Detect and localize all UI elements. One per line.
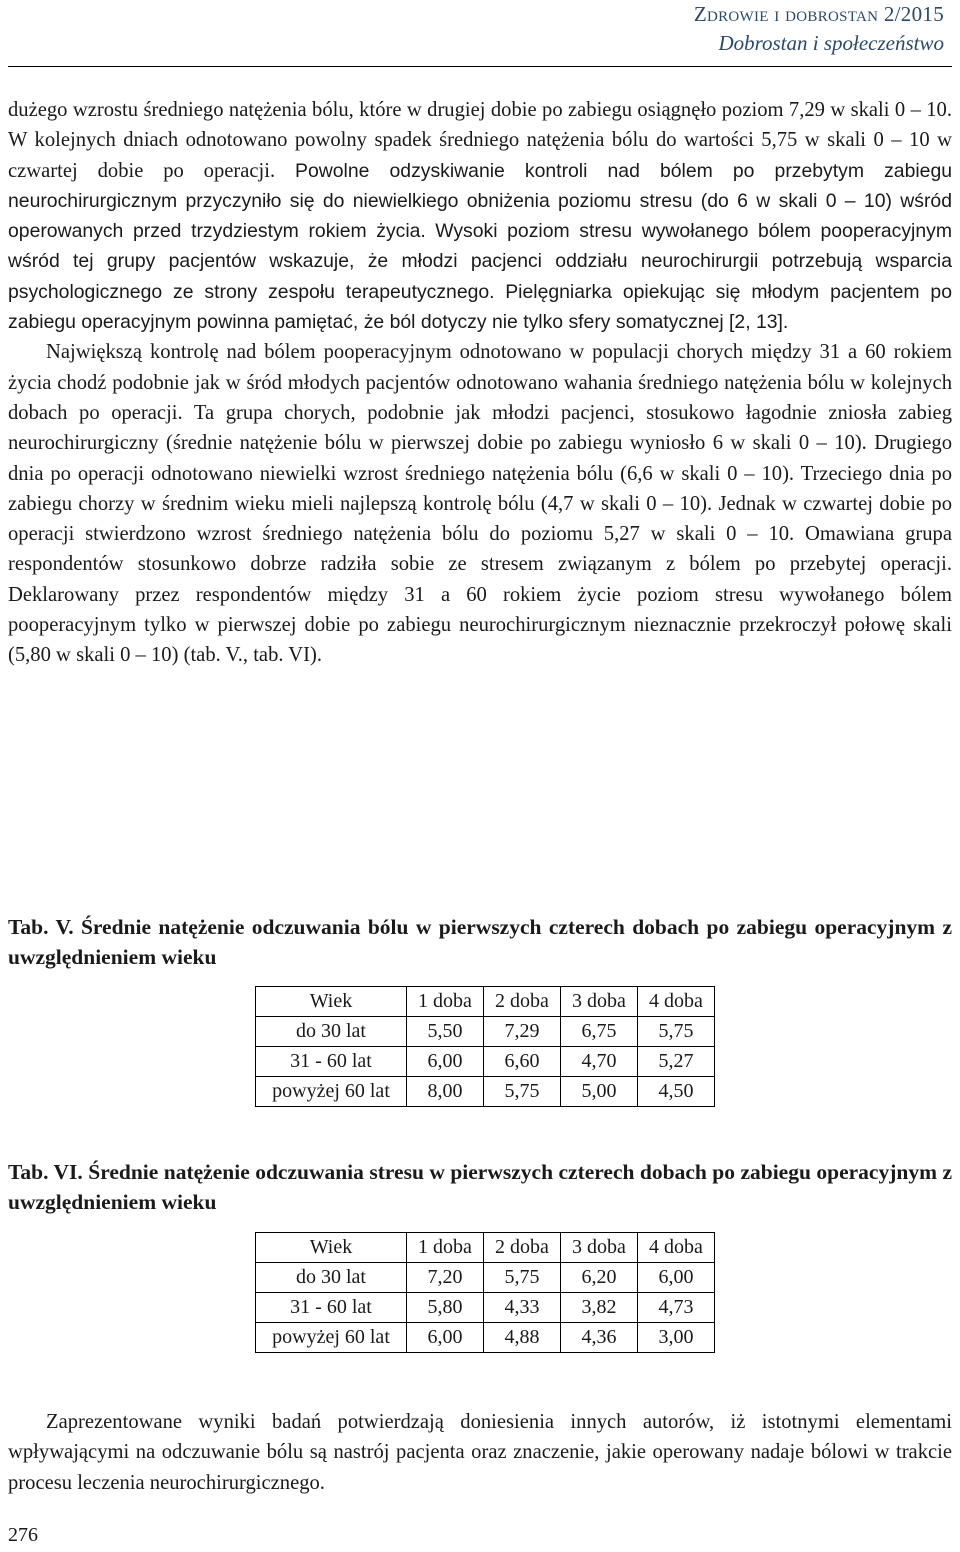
table-6-caption: Tab. VI. Średnie natężenie odczuwania stresu w pierwszych czterech dobach po zabiegu operacyjnym z uwzględnieniem wieku <box>8 1160 952 1214</box>
table-row <box>256 1017 715 1047</box>
table-cell: 7,20 <box>407 1263 484 1293</box>
table-cell: 7,29 <box>484 1017 561 1047</box>
table-cell: 5,27 <box>638 1047 715 1077</box>
table-cell: 5,80 <box>407 1293 484 1323</box>
table-cell: 6,00 <box>407 1047 484 1077</box>
table-header-cell: Wiek <box>256 1233 407 1263</box>
table-cell: 4,73 <box>638 1293 715 1323</box>
table-cell: 6,60 <box>484 1047 561 1077</box>
paragraph-1-part-b: Powolne odzyskiwanie kontroli nad bólem po przebytym zabiegu neurochirurgicznym przyczyniło się do niewielkiego obniżenia poziomu stresu (do 6 w skali 0 – 10) wśród operowanych przed trzydziestym rokiem życia. <box>8 159 953 243</box>
page-number: 276 <box>8 1524 38 1546</box>
table-cell: 3,00 <box>638 1323 715 1353</box>
table-header-cell: 2 doba <box>484 987 561 1017</box>
table-header-cell: 1 doba <box>407 987 484 1017</box>
table-cell: 31 - 60 lat <box>256 1293 407 1323</box>
table-5-caption: Tab. V. Średnie natężenie odczuwania bólu w pierwszych czterech dobach po zabiegu operacyjnym z uwzględnieniem wieku <box>8 915 952 969</box>
paragraph-1-part-c: Wysoki poziom stresu wywołanego bólem pooperacyjnym wśród tej grupy pacjentów wskazuje, że młodzi pacjenci oddziału neurochirurgii potrzebują wsparcia psychologicznego ze strony zespołu terapeutycznego. <box>8 220 952 303</box>
table-row <box>256 1263 715 1293</box>
table-header-cell: 4 doba <box>638 1233 715 1263</box>
table-cell: 5,50 <box>407 1017 484 1047</box>
journal-title: Zdrowie i dobrostan 2/2015 <box>693 2 944 26</box>
running-header <box>694 0 944 58</box>
table-cell: 5,75 <box>484 1263 561 1293</box>
table-cell: 3,82 <box>561 1293 638 1323</box>
table-header-row <box>256 1233 715 1263</box>
table-cell: 4,50 <box>638 1077 715 1107</box>
paragraph-1-part-a: dużego wzrostu średniego natężenia bólu, które w drugiej dobie po zabiegu osiągnęło poziom 7,29 w skali 0 – 10. W kolejnych dniach odnotowano powolny spadek średniego natężenia bólu do wartości 5,75 w skali 0 – 10 w czwartej dobie po operacji. <box>8 99 952 182</box>
table-cell: 6,00 <box>407 1323 484 1353</box>
table-header-cell: 1 doba <box>407 1233 484 1263</box>
paragraph-1-part-d: Pielęgniarka opiekując się młodym pacjentem po zabiegu operacyjnym powinna pamiętać, że ból dotyczy nie tylko sfery somatycznej [2, 13]. <box>8 280 952 334</box>
table-cell: 5,00 <box>561 1077 638 1107</box>
table-cell: 4,33 <box>484 1293 561 1323</box>
paragraph-1 <box>8 95 952 337</box>
table-cell: 5,75 <box>638 1017 715 1047</box>
table-cell: 31 - 60 lat <box>256 1047 407 1077</box>
table-header-cell: 2 doba <box>484 1233 561 1263</box>
closing-paragraph: Zaprezentowane wyniki badań potwierdzają doniesienia innych autorów, iż istotnymi elementami wpływającymi na odczuwanie bólu są nastrój pacjenta oraz znaczenie, jakie operowany nadaje bólowi w trakcie procesu leczenia neurochirurgicznego. <box>8 1410 952 1494</box>
paragraph-2: Największą kontrolę nad bólem pooperacyjnym odnotowano w populacji chorych między 31 a 60 rokiem życia chodź podobnie jak w śród młodych pacjentów odnotowano wahania średniego natężenia bólu w kolejnych dobach po operacji. Ta grupa chorych, podobnie jak młodzi pacjenci, stosukowo łagodnie zniosła zabieg neurochirurgiczny (średnie natężenie bólu w pierwszej dobie po zabiegu wyniosło 6 w skali 0 – 10). Drugiego dnia po operacji odnotowano niewielki wzrost średniego natężenia bólu (6,6 w skali 0 – 10). Trzeciego dnia po zabiegu chorzy w średnim wieku mieli najlepszą kontrolę bólu (4,7 w skali 0 – 10). Jednak w czwartej dobie po operacji stwierdzono wzrost średniego natężenia bólu do poziomu 5,27 w skali 0 – 10. Omawiana grupa respondentów stosunkowo dobrze radziła sobie ze stresem związanym z bólem po przebytej operacji. Deklarowany przez respondentów między 31 a 60 rokiem życie poziom stresu wywołanego bólem pooperacyjnym tylko w pierwszej dobie po zabiegu neurochirurgicznym nieznacznie przekroczył połowę skali (5,80 w skali 0 – 10) (tab. V., tab. VI). <box>8 341 952 667</box>
table-header-cell: 3 doba <box>561 1233 638 1263</box>
section-title: Dobrostan i społeczeństwo <box>718 31 944 55</box>
table-cell: powyżej 60 lat <box>256 1323 407 1353</box>
table-cell: powyżej 60 lat <box>256 1077 407 1107</box>
table-row <box>256 1293 715 1323</box>
table-6 <box>255 1232 715 1353</box>
table-cell: 6,20 <box>561 1263 638 1293</box>
table-cell: 4,70 <box>561 1047 638 1077</box>
table-cell: 4,88 <box>484 1323 561 1353</box>
table-cell: 6,75 <box>561 1017 638 1047</box>
table-row <box>256 1323 715 1353</box>
table-5 <box>255 986 715 1107</box>
table-cell: 5,75 <box>484 1077 561 1107</box>
table-cell: 4,36 <box>561 1323 638 1353</box>
table-row <box>256 1047 715 1077</box>
table-header-cell: 3 doba <box>561 987 638 1017</box>
table-cell: 6,00 <box>638 1263 715 1293</box>
table-header-cell: 4 doba <box>638 987 715 1017</box>
page <box>8 0 952 1552</box>
table-cell: do 30 lat <box>256 1017 407 1047</box>
table-cell: do 30 lat <box>256 1263 407 1293</box>
body-text <box>8 95 952 671</box>
table-header-row <box>256 987 715 1017</box>
table-row <box>256 1077 715 1107</box>
table-header-cell: Wiek <box>256 987 407 1017</box>
header-rule <box>8 66 952 67</box>
table-cell: 8,00 <box>407 1077 484 1107</box>
